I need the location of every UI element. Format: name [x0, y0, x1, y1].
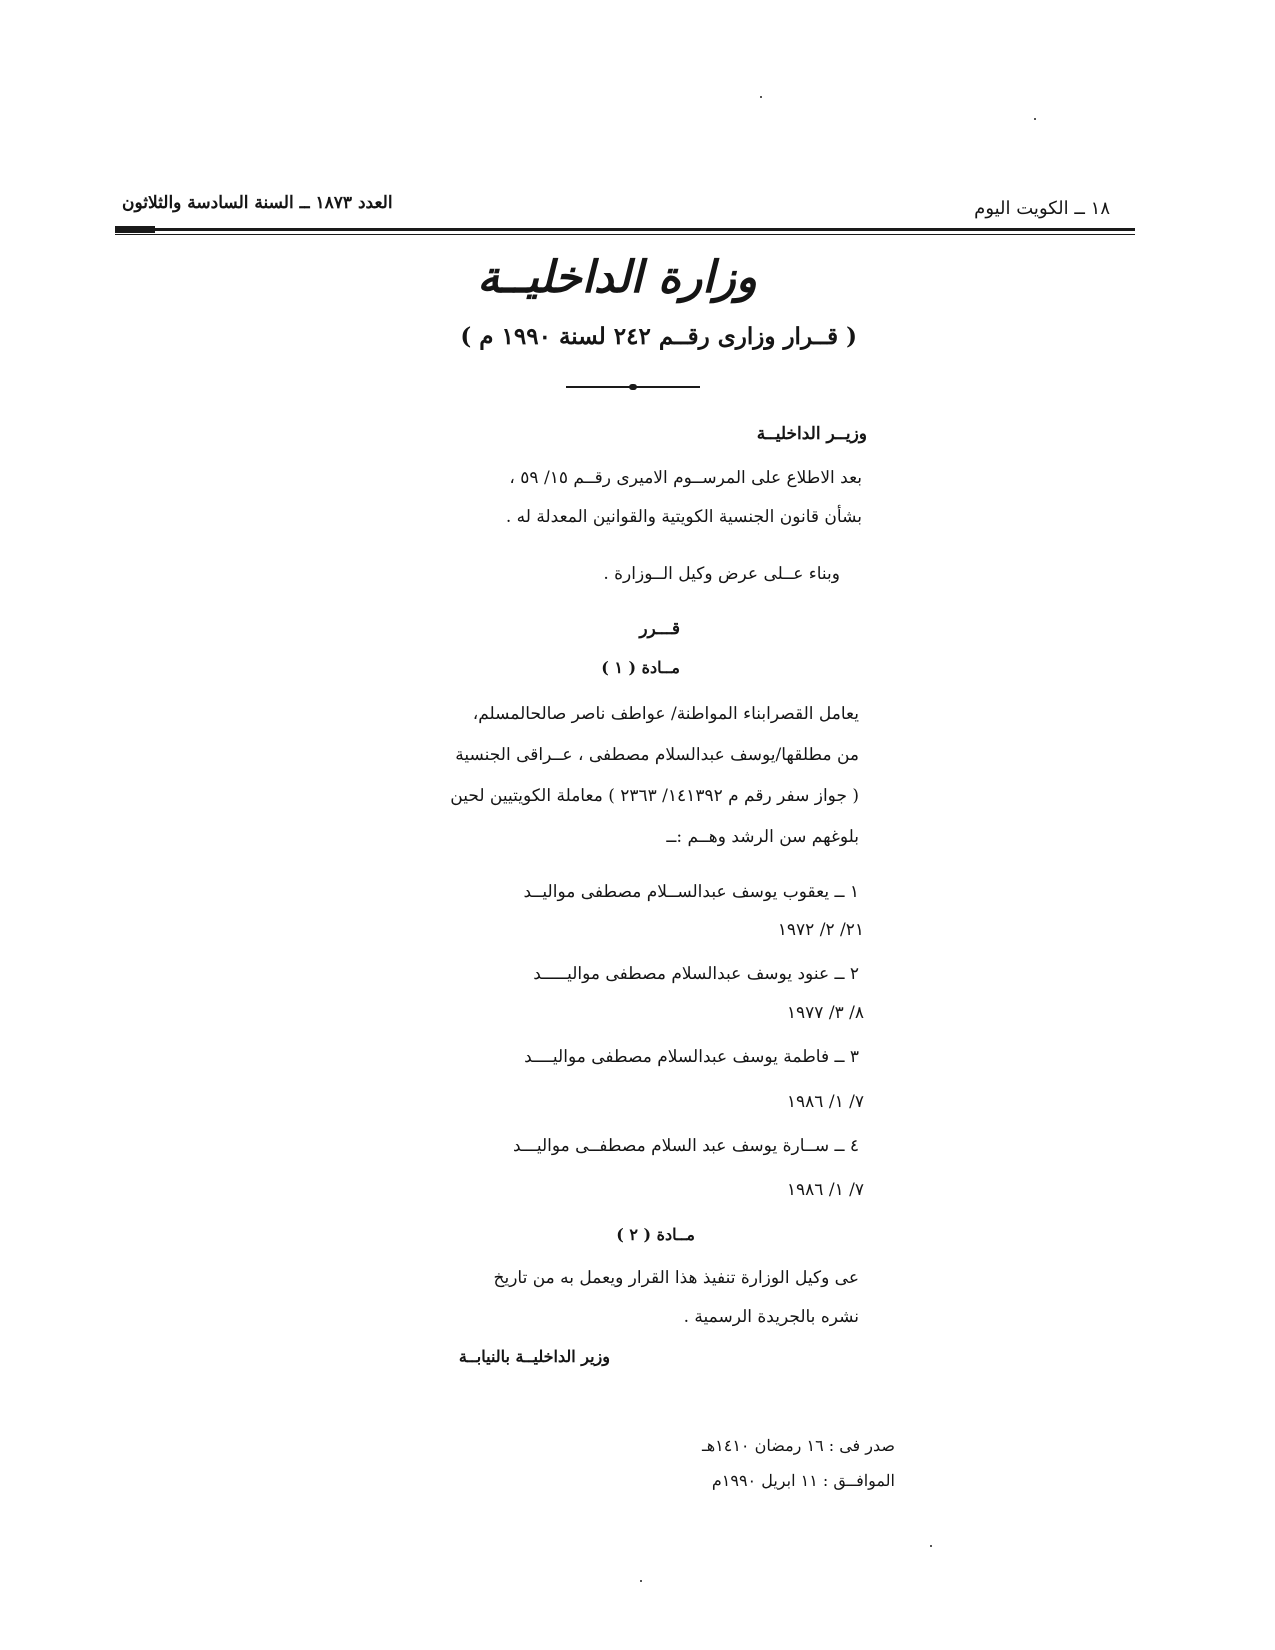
- child-entry: ٣ ــ فاطمة يوسف عبدالسلام مصطفى مواليــــد: [524, 1047, 859, 1067]
- preamble-line: بعد الاطلاع على المرســوم الاميرى رقــم ١٥/ ٥٩ ،: [509, 468, 862, 488]
- article-2-line: نشره بالجريدة الرسمية .: [683, 1307, 859, 1327]
- minister-heading: وزيــر الداخليــة: [756, 424, 867, 444]
- preamble-line: وبناء عــلى عرض وكيل الــوزارة .: [603, 564, 840, 584]
- article-2-line: عى وكيل الوزارة تنفيذ هذا القرار ويعمل به من تاريخ: [493, 1268, 859, 1288]
- article-1-line: من مطلقها/يوسف عبدالسلام مصطفى ، عــراقى الجنسية: [455, 745, 859, 765]
- preamble-line: بشأن قانون الجنسية الكويتية والقوانين المعدلة له .: [505, 507, 862, 527]
- signature: وزير الداخليــة بالنيابــة: [458, 1347, 610, 1366]
- child-entry: ١ ــ يعقوب يوسف عبدالســلام مصطفى مواليــد: [523, 882, 859, 902]
- article-1-heading: مــادة ( ١ ): [601, 658, 680, 677]
- corresponding-date: الموافــق : ١١ ابريل ١٩٩٠م: [711, 1471, 895, 1490]
- article-1-line: يعامل القصرابناء المواطنة/ عواطف ناصر صالحالمسلم،: [472, 704, 859, 724]
- ministry-title: وزارة الداخليــة: [477, 252, 757, 303]
- separator-ornament-center: [629, 384, 637, 390]
- issued-date: صدر فى : ١٦ رمضان ١٤١٠هـ: [702, 1436, 895, 1455]
- header-rule-mark: [115, 226, 155, 233]
- header-rule: [115, 228, 1135, 231]
- header-rule-thin: [115, 234, 1135, 235]
- decision-title: ( قــرار وزارى رقــم ٢٤٢ لسنة ١٩٩٠ م ): [460, 323, 857, 350]
- child-birth-date: ٢١/ ٢/ ١٩٧٢: [777, 920, 864, 940]
- child-entry: ٤ ــ ســارة يوسف عبد السلام مصطفــى مواليـــد: [512, 1136, 859, 1156]
- scan-speck: [640, 1580, 642, 1582]
- child-entry: ٢ ــ عنود يوسف عبدالسلام مصطفى مواليـــــد: [533, 964, 859, 984]
- child-birth-date: ٧/ ١/ ١٩٨٦: [786, 1092, 864, 1112]
- child-birth-date: ٧/ ١/ ١٩٨٦: [786, 1180, 864, 1200]
- article-2-heading: مــادة ( ٢ ): [616, 1225, 695, 1244]
- scan-speck: [760, 96, 762, 98]
- decides-heading: قـــرر: [639, 619, 680, 639]
- page-header-title: ١٨ ــ الكويت اليوم: [974, 198, 1110, 219]
- article-1-line: ( جواز سفر رقم م ١٤١٣٩٢/ ٢٣٦٣ ) معاملة الكويتيين لحين: [450, 786, 859, 806]
- issue-info: العدد ١٨٧٣ ــ السنة السادسة والثلاثون: [122, 193, 393, 213]
- article-1-line: بلوغهم سن الرشد وهــم :ــ: [666, 827, 859, 847]
- scan-speck: [930, 1545, 932, 1547]
- scan-speck: [1034, 118, 1036, 120]
- child-birth-date: ٨/ ٣/ ١٩٧٧: [786, 1003, 864, 1023]
